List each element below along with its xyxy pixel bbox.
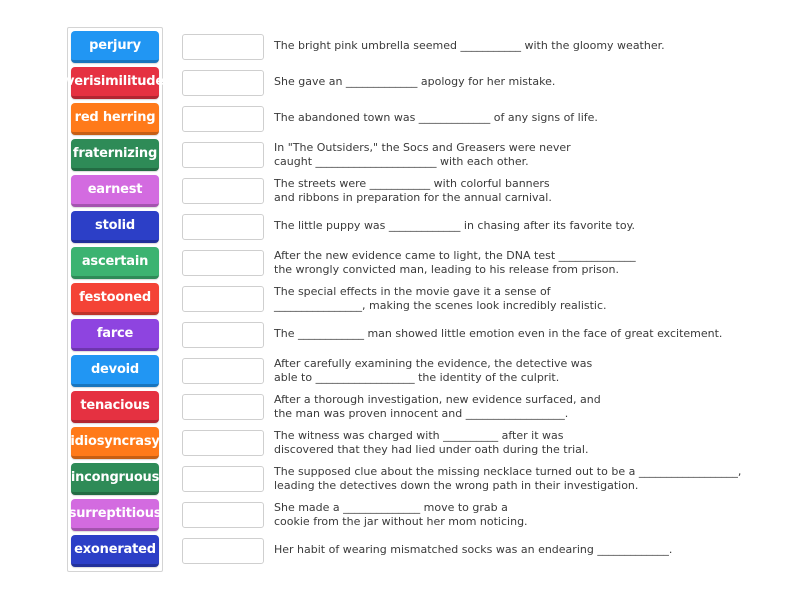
word-tile[interactable]: exonerated (71, 535, 159, 567)
word-tile[interactable]: red herring (71, 103, 159, 135)
answer-slot[interactable] (182, 394, 264, 420)
answer-slot[interactable] (182, 466, 264, 492)
word-tile[interactable]: perjury (71, 31, 159, 63)
word-tile[interactable]: idiosyncrasy (71, 427, 159, 459)
sentence-text: She made a ______________ move to grab a cookie from the jar without her mom noticing. (274, 501, 528, 528)
answer-slot[interactable] (182, 34, 264, 60)
sentence-text: The bright pink umbrella seemed ___________ with the gloomy weather. (274, 39, 665, 52)
word-tile[interactable]: earnest (71, 175, 159, 207)
sentence-text: The witness was charged with __________ after it was discovered that they had lied under oath during the trial. (274, 429, 589, 456)
sentence-text: The abandoned town was _____________ of any signs of life. (274, 111, 598, 124)
sentence-text: The streets were ___________ with colorful banners and ribbons in preparation for the annual carnival. (274, 177, 552, 204)
answer-slot[interactable] (182, 430, 264, 456)
answer-slot[interactable] (182, 142, 264, 168)
answer-slot[interactable] (182, 106, 264, 132)
answer-slot[interactable] (182, 70, 264, 96)
answer-slot[interactable] (182, 214, 264, 240)
word-tile[interactable]: stolid (71, 211, 159, 243)
sentence-text: The special effects in the movie gave it a sense of ________________, making the scenes look incredibly realistic. (274, 285, 607, 312)
word-tile[interactable]: verisimilitude (71, 67, 159, 99)
answer-slot[interactable] (182, 322, 264, 348)
sentence-text: The ____________ man showed little emotion even in the face of great excitement. (274, 327, 723, 340)
sentence-text: After the new evidence came to light, the DNA test ______________ the wrongly convicted man, leading to his release from prison. (274, 249, 636, 276)
word-tile[interactable]: surreptitious (71, 499, 159, 531)
word-tile[interactable]: festooned (71, 283, 159, 315)
word-tile[interactable]: devoid (71, 355, 159, 387)
sentence-text: After carefully examining the evidence, the detective was able to __________________ the identity of the culprit. (274, 357, 593, 384)
sentence-text: After a thorough investigation, new evidence surfaced, and the man was proven innocent and __________________. (274, 393, 601, 420)
answer-slot[interactable] (182, 250, 264, 276)
sentence-text: She gave an _____________ apology for her mistake. (274, 75, 556, 88)
answer-slot[interactable] (182, 178, 264, 204)
sentence-text: In "The Outsiders," the Socs and Greasers were never caught ______________________ with each other. (274, 141, 571, 168)
word-tile[interactable]: farce (71, 319, 159, 351)
word-tile[interactable]: ascertain (71, 247, 159, 279)
word-tile[interactable]: fraternizing (71, 139, 159, 171)
word-tile[interactable]: incongruous (71, 463, 159, 495)
word-tile[interactable]: tenacious (71, 391, 159, 423)
sentence-text: Her habit of wearing mismatched socks was an endearing _____________. (274, 543, 673, 556)
answer-slot[interactable] (182, 538, 264, 564)
sentence-text: The supposed clue about the missing necklace turned out to be a __________________, leading the detectives down the wrong path in their investigation. (274, 465, 742, 492)
answer-slot[interactable] (182, 286, 264, 312)
answer-slot[interactable] (182, 502, 264, 528)
answer-slot[interactable] (182, 358, 264, 384)
sentence-text: The little puppy was _____________ in chasing after its favorite toy. (274, 219, 636, 232)
